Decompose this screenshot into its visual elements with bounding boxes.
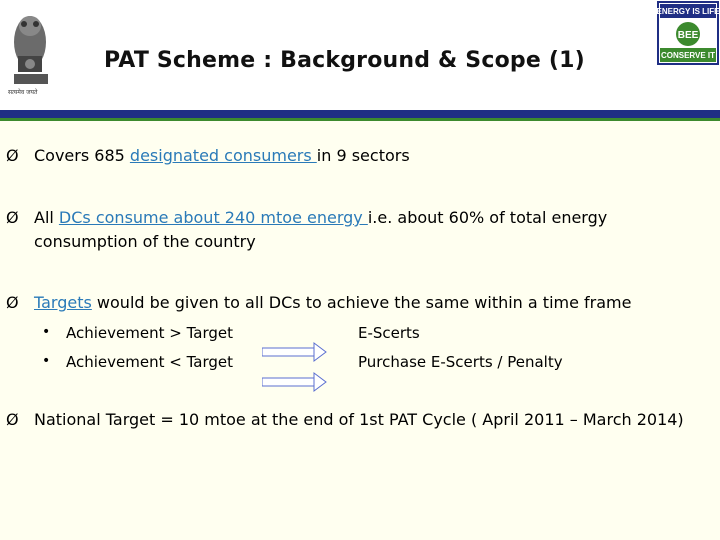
bee-logo-icon <box>656 0 720 68</box>
logo-text-top: ENERGY IS LIFE <box>656 7 720 16</box>
right-arrow-icon <box>262 341 328 363</box>
bullet-2-post: i.e. about 60% of total energy consumption of the country <box>34 208 608 251</box>
sub-item-result-2: Purchase E-Scerts / Penalty <box>358 353 563 371</box>
sub-bullet-dot: • <box>42 353 51 369</box>
right-arrow-icon <box>262 371 328 393</box>
slide-content <box>0 121 720 540</box>
bullet-4-text: National Target = 10 mtoe at the end of 1st PAT Cycle ( April 2011 – March 2014) <box>34 410 684 429</box>
logo-text-bottom: CONSERVE IT <box>660 51 716 60</box>
dcs-consumption-link[interactable]: DCs consume about 240 mtoe energy <box>58 208 368 227</box>
page-title: PAT Scheme : Background & Scope (1) <box>104 48 585 73</box>
header-divider-blue <box>0 110 720 118</box>
bullet-3-post: would be given to all DCs to achieve the same within a time frame <box>91 293 632 312</box>
arrow-bullet-icon: Ø <box>6 146 19 165</box>
designated-consumers-link[interactable]: designated consumers <box>129 146 317 165</box>
sub-bullet-dot: • <box>42 324 51 340</box>
targets-link[interactable]: Targets <box>34 293 92 312</box>
bullet-1-pre: Covers 685 <box>34 146 130 165</box>
bullet-1-post: in 9 sectors <box>316 146 410 165</box>
arrow-bullet-icon: Ø <box>6 293 19 312</box>
arrow-bullet-icon: Ø <box>6 208 19 227</box>
sub-item-result-1: E-Scerts <box>358 324 420 342</box>
slide-header <box>0 0 720 110</box>
arrow-bullet-icon: Ø <box>6 410 19 429</box>
national-emblem-icon <box>4 4 56 96</box>
sub-item-label-1: Achievement > Target <box>66 324 233 342</box>
bullet-2-pre: All <box>34 208 59 227</box>
logo-text-mid: BEE <box>677 30 699 41</box>
emblem-caption: सत्यमेव जयते <box>8 89 38 96</box>
sub-item-label-2: Achievement < Target <box>66 353 233 371</box>
